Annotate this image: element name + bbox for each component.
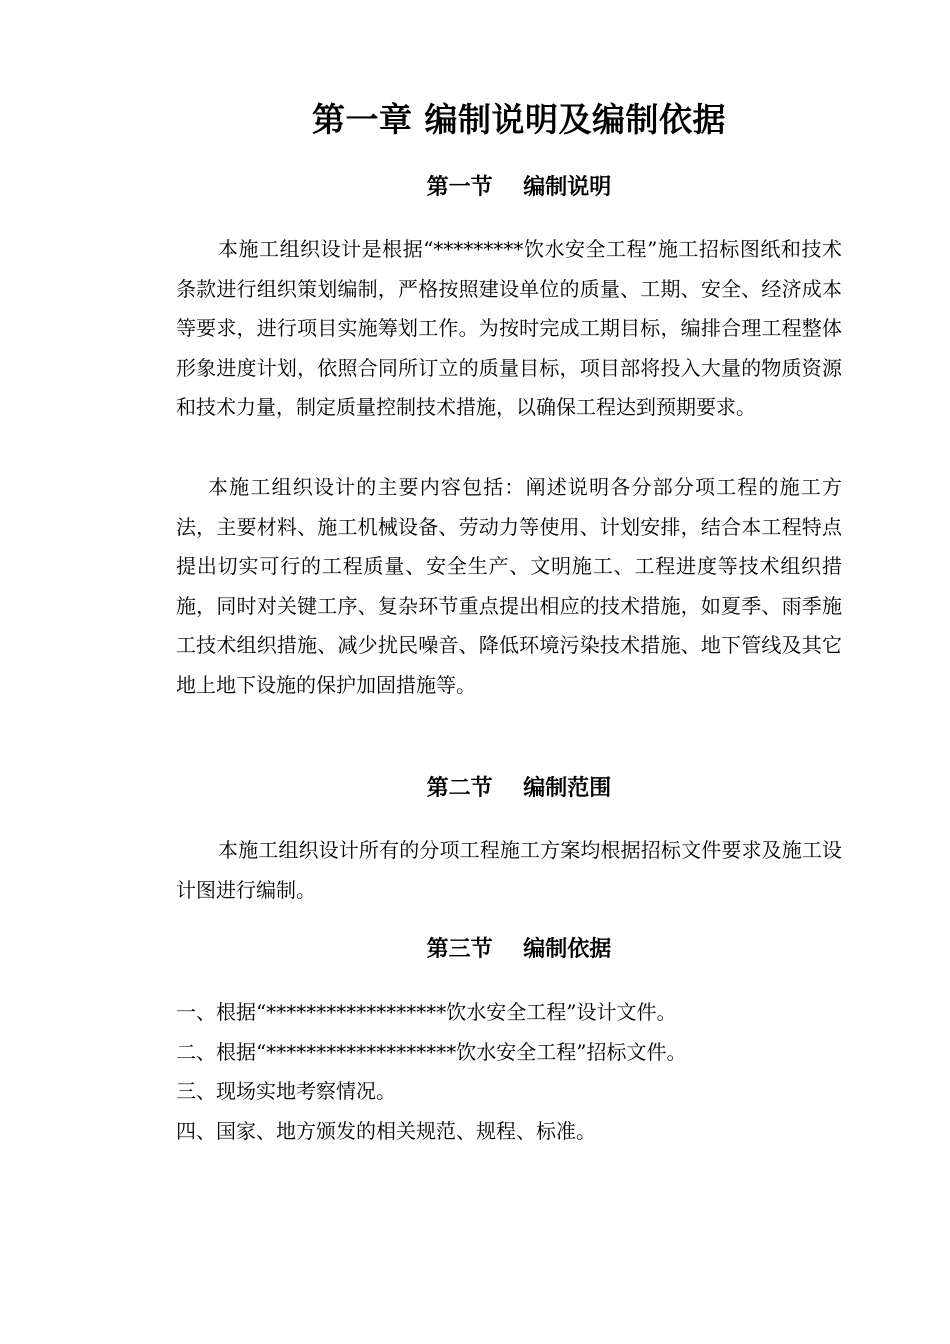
section-2-paragraph-1: 本施工组织设计所有的分项工程施工方案均根据招标文件要求及施工设计图进行编制。	[176, 838, 842, 902]
section-1-paragraph-1: 本施工组织设计是根据“*********饮水安全工程”施工招标图纸和技术条款进行组织策划编制，严格按照建设单位的质量、工期、安全、经济成本等要求，进行项目实施筹划工作。为按时完成工期目标，编排合理工程整体形象进度计划，依照合同所订立的质量目标，项目部将投入大量的物质资源和技术力量，制定质量控制技术措施，以确保工程达到预期要求。	[176, 237, 842, 420]
list-item: 三、现场实地考察情况。	[176, 1079, 396, 1104]
list-item: 一、根据“******************饮水安全工程”设计文件。	[176, 1000, 677, 1024]
list-item: 二、根据“*******************饮水安全工程”招标文件。	[176, 1039, 687, 1064]
list-item: 四、国家、地方颁发的相关规范、规程、标准。	[176, 1118, 596, 1143]
section-1-paragraph-2: 本施工组织设计的主要内容包括：阐述说明各分部分项工程的施工方法，主要材料、施工机械设备、劳动力等使用、计划安排，结合本工程特点提出切实可行的工程质量、安全生产、文明施工、工程进度等技术组织措施，同时对关键工序、复杂环节重点提出相应的技术措施，如夏季、雨季施工技术组织措施、减少扰民噪音、降低环境污染技术措施、地下管线及其它地上地下设施的保护加固措施等。	[176, 475, 842, 697]
chapter-title: 第一章 编制说明及编制依据	[312, 100, 726, 139]
section-title-1: 第一节 编制说明	[426, 175, 612, 200]
basis-list	[176, 993, 856, 1151]
section-title-2: 第二节 编制范围	[426, 776, 612, 801]
section-title-3: 第三节 编制依据	[426, 937, 612, 962]
